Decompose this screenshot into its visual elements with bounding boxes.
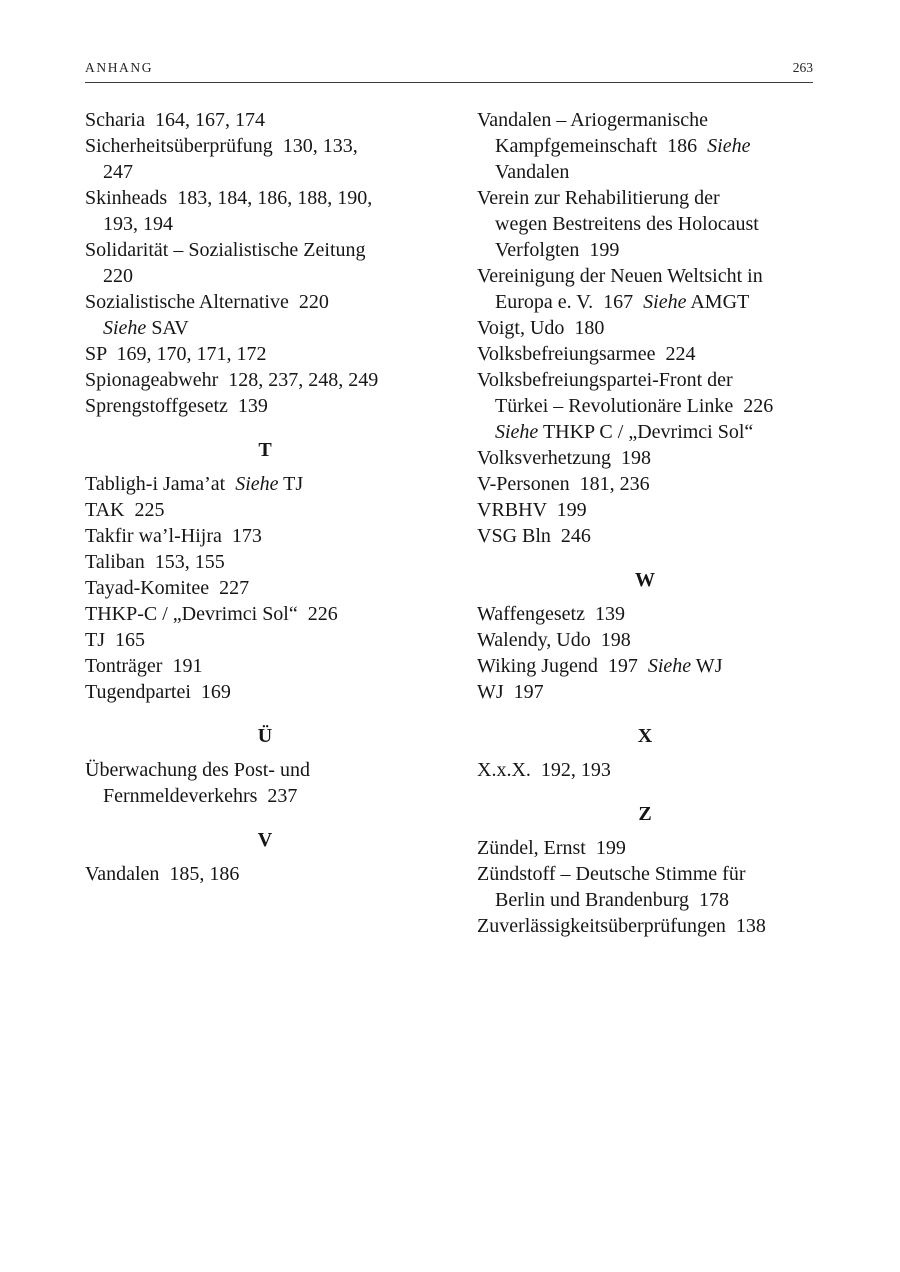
section-heading: V [257,829,273,851]
entry-line: Sozialistische Alternative 220 [85,291,329,313]
index-column [477,107,813,939]
index-entry [477,757,813,783]
index-entry [477,315,813,341]
entry-line: Spionageabwehr 128, 237, 248, 249 [85,369,379,391]
entry-line: Verein zur Rehabilitierung der [477,187,720,209]
index-entry [477,627,813,653]
section-heading: Ü [257,725,273,747]
entry-line: 247 [103,161,133,183]
index-entry [477,601,813,627]
entry-line: Siehe THKP C / „Devrimci Sol“ [495,421,754,443]
index-entry [477,523,813,549]
index-entry [85,653,445,679]
index-entry [85,523,445,549]
index-entry [477,471,813,497]
entry-line: Europa e. V. 167 Siehe AMGT [495,291,750,313]
index-entry [85,471,445,497]
section-heading: T [258,439,272,461]
page-number: 263 [792,60,813,75]
index-entry [85,549,445,575]
index-entry [477,679,813,705]
index-entry [85,237,445,289]
entry-line: 193, 194 [103,213,173,235]
entry-line: Tayad-Komitee 227 [85,577,250,599]
entry-line: Zuverlässigkeitsüberprüfungen 138 [477,915,766,937]
index-entry [85,289,445,341]
entry-line: THKP-C / „Devrimci Sol“ 226 [85,603,338,625]
entry-line: Tugendpartei 169 [85,681,231,703]
entry-line: VRBHV 199 [477,499,587,521]
section-heading: Z [638,803,652,825]
section-heading: W [635,569,655,591]
entry-line: Siehe SAV [103,317,189,339]
entry-line: Voigt, Udo 180 [477,317,605,339]
index-entry [85,627,445,653]
entry-line: Tonträger 191 [85,655,203,677]
index-entry [477,653,813,679]
section-heading: X [637,725,653,747]
index-column [85,107,445,939]
entry-line: Wiking Jugend 197 Siehe WJ [477,655,723,677]
index-entry [85,575,445,601]
index-entry [85,861,445,887]
index-entry [477,185,813,263]
entry-line: Takfir wa’l-Hijra 173 [85,525,262,547]
entry-line: TJ 165 [85,629,145,651]
entry-line: Kampfgemeinschaft 186 Siehe [495,135,751,157]
entry-line: Taliban 153, 155 [85,551,225,573]
running-header [85,0,813,83]
entry-line: Berlin und Brandenburg 178 [495,889,730,911]
entry-line: 220 [103,265,133,287]
index-entry [477,913,813,939]
entry-line: Volksbefreiungspartei-Front der [477,369,733,391]
index-columns [85,107,813,939]
entry-line: Vereinigung der Neuen Weltsicht in [477,265,763,287]
index-entry [85,757,445,809]
entry-line: X.x.X. 192, 193 [477,759,611,781]
index-entry [477,497,813,523]
entry-line: TAK 225 [85,499,165,521]
running-header-title: ANHANG [85,60,154,75]
entry-line: Fernmeldeverkehrs 237 [103,785,298,807]
index-entry [85,601,445,627]
entry-line: Türkei – Revolutionäre Linke 226 [495,395,774,417]
entry-line: Volksverhetzung 198 [477,447,652,469]
entry-line: Zündel, Ernst 199 [477,837,626,859]
entry-line: Solidarität – Sozialistische Zeitung [85,239,366,261]
index-entry [85,367,445,393]
entry-line: wegen Bestreitens des Holocaust [495,213,759,235]
entry-line: Zündstoff – Deutsche Stimme für [477,863,746,885]
page-content [85,0,813,939]
entry-line: Verfolgten 199 [495,239,620,261]
entry-line: Vandalen [495,161,570,183]
entry-line: Waffengesetz 139 [477,603,625,625]
index-entry [477,445,813,471]
entry-line: Sprengstoffgesetz 139 [85,395,268,417]
entry-line: Überwachung des Post- und [85,759,310,781]
index-entry [85,107,445,133]
entry-line: Volksbefreiungsarmee 224 [477,343,696,365]
entry-line: V-Personen 181, 236 [477,473,650,495]
entry-line: Vandalen 185, 186 [85,863,240,885]
entry-line: Tabligh-i Jama’at Siehe TJ [85,473,304,495]
entry-line: Scharia 164, 167, 174 [85,109,265,131]
entry-line: VSG Bln 246 [477,525,591,547]
entry-line: Sicherheitsüberprüfung 130, 133, [85,135,358,157]
index-entry [477,341,813,367]
entry-line: SP 169, 170, 171, 172 [85,343,267,365]
index-entry [85,341,445,367]
entry-line: Walendy, Udo 198 [477,629,631,651]
index-entry [477,263,813,315]
index-entry [477,861,813,913]
index-entry [477,835,813,861]
index-entry [85,185,445,237]
index-entry [85,393,445,419]
entry-line: Skinheads 183, 184, 186, 188, 190, [85,187,373,209]
entry-line: Vandalen – Ariogermanische [477,109,709,131]
index-entry [85,679,445,705]
index-entry [477,367,813,445]
index-entry [477,107,813,185]
index-entry [85,133,445,185]
entry-line: WJ 197 [477,681,544,703]
index-entry [85,497,445,523]
